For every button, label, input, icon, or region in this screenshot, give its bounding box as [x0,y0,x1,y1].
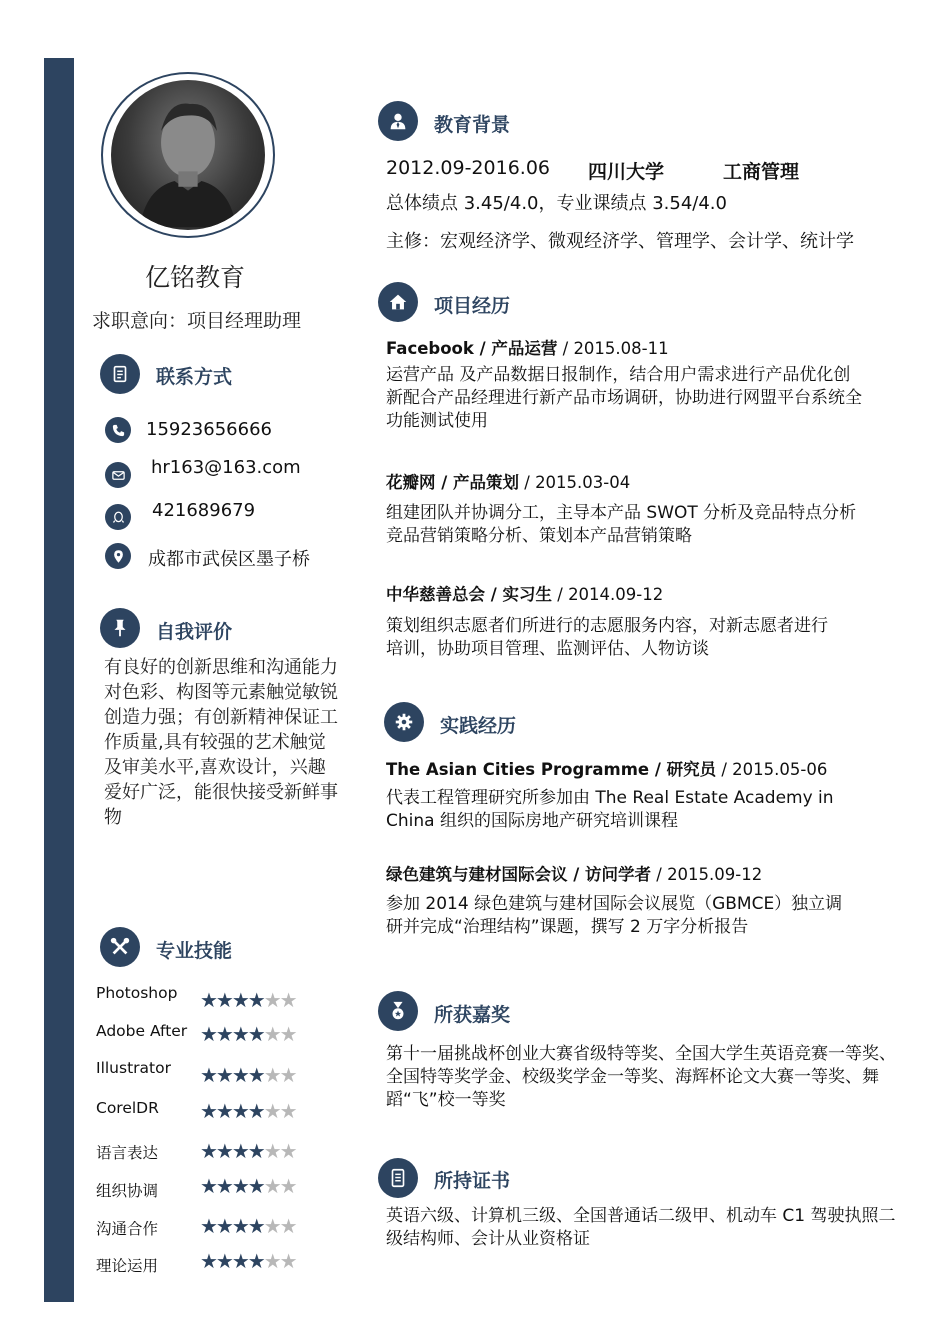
portrait-illustration [111,80,265,230]
education-section-icon [378,101,418,141]
awards-text: 第十一届挑战杯创业大赛省级特等奖、全国大学生英语竞赛一等奖、全国特等奖学金、校级奖学金一等奖、海辉杯论文大赛一等奖、舞蹈“飞”校一等奖 [386,1044,896,1110]
location-icon [105,543,131,569]
self-eval-section-icon [100,608,140,648]
skill-label: 组织协调 [96,1182,159,1200]
education-section-title: 教育背景 [434,114,511,136]
projects-section-icon [378,282,418,322]
tools-icon [109,936,131,958]
certs-text: 英语六级、计算机三级、全国普通话二级甲、机动车 C1 驾驶执照二级结构师、会计从业资格证 [386,1206,896,1249]
skill-rating: ★★★★★★ [200,988,296,1012]
skills-section-icon [100,927,140,967]
project-heading: 花瓣网 / 产品策划 / 2015.03-04 [386,473,631,492]
skill-rating: ★★★★★★ [200,1249,296,1273]
qq-number: 421689679 [152,500,256,521]
qq-icon [105,504,131,530]
pin-icon [109,617,131,639]
email-address: hr163@163.com [151,457,301,478]
avatar [101,72,275,238]
project-description: 组建团队并协调分工，主导本产品 SWOT 分析及竞品特点分析竞品营销策略分析、策划本产品营销策略 [386,503,857,546]
awards-section-icon [378,991,418,1031]
education-school: 四川大学 [588,161,665,183]
skill-label: 沟通合作 [96,1220,159,1238]
profile-photo [111,80,265,230]
skill-label: 理论运用 [96,1257,159,1275]
certs-section-title: 所持证书 [434,1170,511,1192]
certificate-icon [387,1167,409,1189]
self-eval-section-title: 自我评价 [156,621,233,643]
projects-section-title: 项目经历 [434,295,511,317]
certs-section-icon [378,1158,418,1198]
practice-description: 参加 2014 绿色建筑与建材国际会议展览（GBMCE）独立调研并完成“治理结构”课题，撰写 2 万字分析报告 [386,894,843,937]
candidate-name: 亿铭教育 [144,263,245,292]
skill-rating: ★★★★★★ [200,1214,296,1238]
skill-label: Photoshop [96,984,178,1002]
practice-section-icon [384,702,424,742]
skill-rating: ★★★★★★ [200,1139,296,1163]
medal-icon [387,1000,409,1022]
project-description: 运营产品 及产品数据日报制作，结合用户需求进行产品优化创新配合产品经理进行新产品市场调研，协助进行网盟平台系统全功能测试使用 [386,365,862,431]
job-intention: 求职意向：项目经理助理 [92,310,302,332]
practice-description: 代表工程管理研究所参加由 The Real Estate Academy in China 组织的国际房地产研究培训课程 [386,788,834,831]
project-heading: 中华慈善总会 / 实习生 / 2014.09-12 [386,585,664,604]
skill-rating: ★★★★★★ [200,1174,296,1198]
skill-rating: ★★★★★★ [200,1099,296,1123]
practice-section-title: 实践经历 [440,715,517,737]
phone-number: 15923656666 [146,419,272,440]
skill-label: CorelDR [96,1099,159,1117]
email-icon [105,462,131,488]
project-heading: Facebook / 产品运营 / 2015.08-11 [386,339,669,358]
skill-label: Illustrator [96,1059,171,1077]
practice-heading: 绿色建筑与建材国际会议 / 访问学者 / 2015.09-12 [386,865,763,884]
practice-heading: The Asian Cities Programme / 研究员 / 2015.05-06 [386,760,828,779]
self-evaluation-text: 有良好的创新思维和沟通能力对色彩、构图等元素触觉敏锐创造力强；有创新精神保证工作质量,具有较强的艺术触觉及审美水平,喜欢设计，兴趣爱好广泛，能很快接受新鲜事物 [104,657,338,828]
skill-rating: ★★★★★★ [200,1022,296,1046]
contact-section-title: 联系方式 [156,366,233,388]
user-icon [387,110,409,132]
home-icon [387,291,409,313]
project-description: 策划组织志愿者们所进行的志愿服务内容，对新志愿者进行培训，协助项目管理、监测评估、人物访谈 [386,616,828,659]
side-accent-bar [44,58,74,1302]
education-courses: 主修：宏观经济学、微观经济学、管理学、会计学、统计学 [386,231,854,252]
skills-section-title: 专业技能 [156,940,233,962]
gear-icon [393,711,415,733]
skill-rating: ★★★★★★ [200,1063,296,1087]
skill-label: 语言表达 [96,1144,159,1162]
education-gpa: 总体绩点 3.45/4.0，专业课绩点 3.54/4.0 [386,193,727,214]
awards-section-title: 所获嘉奖 [434,1004,511,1026]
education-period: 2012.09-2016.06 [386,157,550,179]
contact-section-icon [100,354,140,394]
phone-icon [105,417,131,443]
education-major: 工商管理 [723,161,800,183]
address: 成都市武侯区墨子桥 [148,549,310,570]
skill-label: Adobe After [96,1022,188,1040]
document-icon [109,363,131,385]
